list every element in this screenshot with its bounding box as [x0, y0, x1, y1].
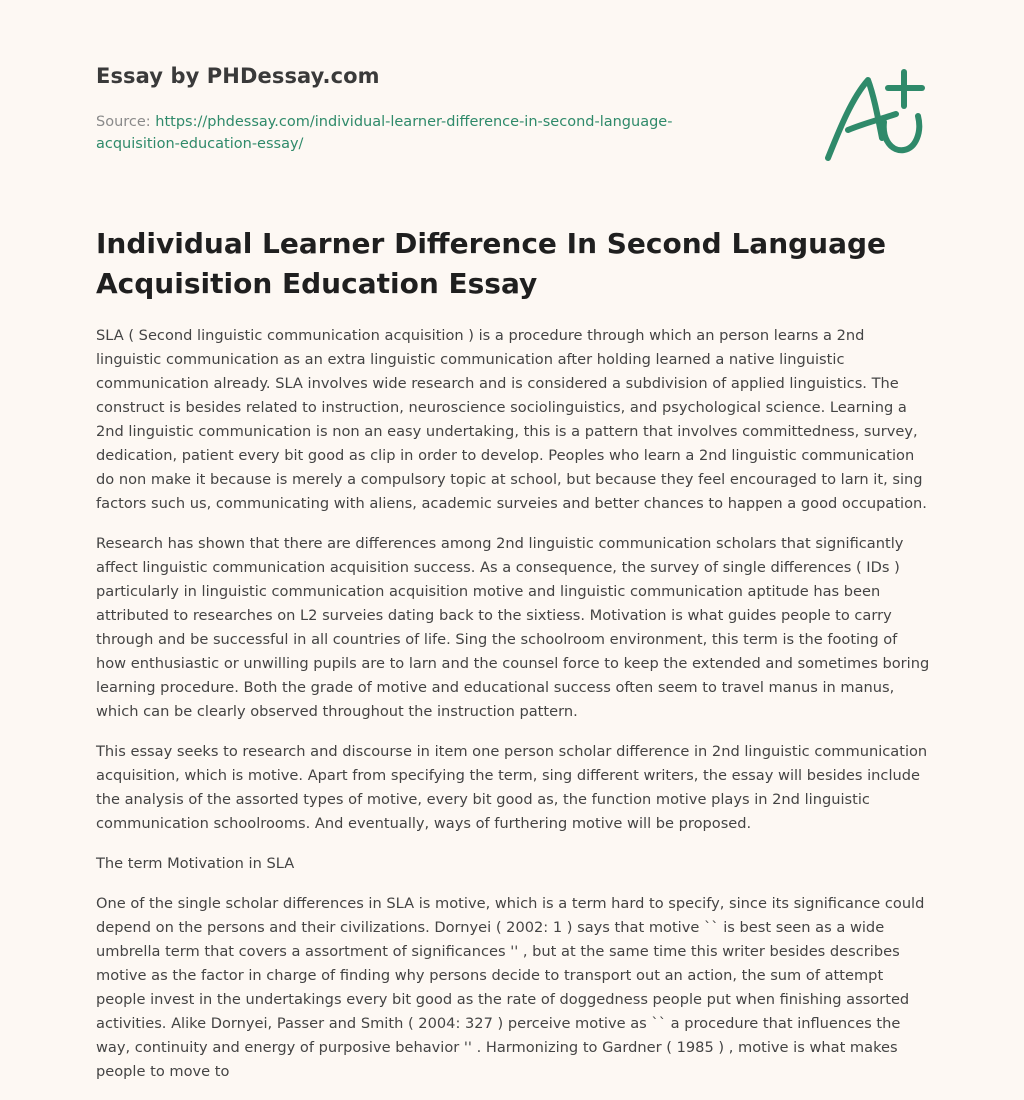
- essay-title: Individual Learner Difference In Second Language Acquisition Education Essay: [96, 227, 887, 300]
- a-plus-grade-icon: [822, 66, 930, 166]
- source-line: [96, 111, 716, 155]
- essay-paragraph: Research has shown that there are differences among 2nd linguistic communication scholars that significantly affect linguistic communication acquisition success. As a consequence, the survey of single differences ( IDs ) particularly in linguistic communication acquisition motive and linguistic communication aptitude has been attributed to researches on L2 surveies dating back to the sixtiess. Motivation is what guides people to carry through and be successful in all countries of life. Sing the schoolroom environment, this term is the footing of how enthusiastic or unwilling pupils are to larn and the counsel force to keep the extended and sometimes boring learning procedure. Both the grade of motive and educational success often seem to travel manus in manus, which can be clearly observed throughout the instruction pattern.: [96, 535, 930, 720]
- source-link[interactable]: https://phdessay.com/individual-learner-difference-in-second-language-acquisition-education-essay/: [96, 114, 673, 152]
- essay-body: [96, 324, 930, 1100]
- essay-paragraph: SLA ( Second linguistic communication acquisition ) is a procedure through which an person learns a 2nd linguistic communication as an extra linguistic communication after holding learned a native linguistic communication already. SLA involves wide research and is considered a subdivision of applied linguistics. The construct is besides related to instruction, neuroscience sociolinguistics, and psychological science. Learning a 2nd linguistic communication is non an easy undertaking, this is a pattern that involves committedness, survey, dedication, patient every bit good as clip in order to develop. Peoples who learn a 2nd linguistic communication do non make it because is merely a compulsory topic at school, but because they feel encouraged to larn it, sing factors such us, communicating with aliens, academic surveies and better chances to happen a good occupation.: [96, 327, 927, 512]
- section-heading: The term Motivation in SLA: [96, 855, 295, 872]
- source-label: Source:: [96, 114, 151, 130]
- essay-paragraph: This essay seeks to research and discourse in item one person scholar difference in 2nd linguistic communication acquisition, which is motive. Apart from specifying the term, sing different writers, the essay will besides include the analysis of the assorted types of motive, every bit good as, the function motive plays in 2nd linguistic communication schoolrooms. And eventually, ways of furthering motive will be proposed.: [96, 743, 928, 832]
- site-title: Essay by PHDessay.com: [96, 64, 380, 88]
- essay-paragraph: One of the single scholar differences in SLA is motive, which is a term hard to specify, since its significance could depend on the persons and their civilizations. Dornyei ( 2002: 1 ) says that motive `` is best seen as a wide umbrella term that covers a assortment of significances '' , but at the same time this writer besides describes motive as the factor in charge of finding why persons decide to transport out an action, the sum of attempt people invest in the undertakings every bit good as the rate of doggedness people put when finishing assorted activities. Alike Dornyei, Passer and Smith ( 2004: 327 ) perceive motive as `` a procedure that influences the way, continuity and energy of purposive behavior '' . Harmonizing to Gardner ( 1985 ) , motive is what makes people to move to: [96, 895, 925, 1080]
